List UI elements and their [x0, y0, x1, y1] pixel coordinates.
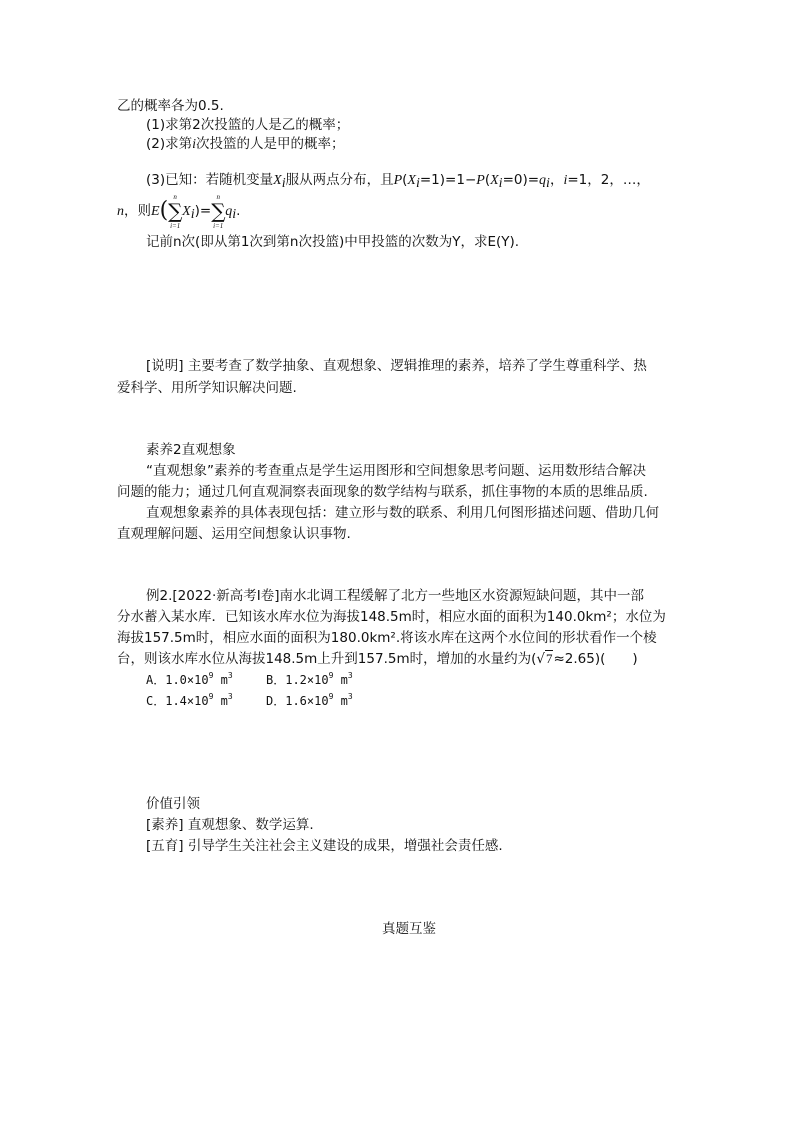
example-line-4: 台，则该水库水位从海拔148.5m上升到157.5m时，增加的水量约为(√7≈2.65)( )	[117, 651, 638, 667]
section-para-2a: 直观想象素养的具体表现包括：建立形与数的联系、利用几何图形描述问题、借助几何	[146, 505, 659, 521]
note-line-2: 爱科学、用所学知识解决问题.	[117, 380, 297, 396]
option-c: C．$1.4\times 10^9$ $m^3$	[146, 692, 233, 708]
q-intro-line: 乙的概率各为0.5.	[117, 98, 224, 114]
sum-symbol-2: ∑ n i=1	[211, 193, 226, 230]
option-d: D．$1.6\times 10^9$ $m^3$	[266, 692, 353, 708]
section-para-1a: “直观想象”素养的考查重点是学生运用图形和空间想象思考问题、运用数形结合解决	[146, 463, 646, 479]
sum-symbol: ∑ n i=1	[168, 193, 183, 230]
q-part-3-task: 记前n次(即从第1次到第n次投篮)中甲投篮的次数为Y，求E(Y).	[146, 234, 520, 250]
option-b: B．$1.2\times 10^9$ $m^3$	[266, 671, 353, 687]
q-part-1: (1)求第2次投篮的人是乙的概率；	[146, 117, 350, 133]
section-title: 素养2直观想象	[146, 442, 236, 458]
section-para-2b: 直观理解问题、运用空间想象认识事物.	[117, 526, 351, 542]
example-line-3: 海拔157.5m时，相应水面的面积为180.0km².将该水库在这两个水位间的形状看作一个棱	[117, 630, 657, 646]
q-part-3-expectation: n，则E(∑ n i=1 $X_i)=\sum$ n i=1 $q_i$.	[117, 193, 241, 230]
example-line-1: 例2.[2022·新高考Ⅰ卷]南水北调工程缓解了北方一些地区水资源短缺问题，其中一部	[146, 588, 645, 604]
section-para-1b: 问题的能力；通过几何直观洞察表面现象的数学结构与联系，抓住事物的本质的思维品质.	[117, 484, 648, 500]
footer-title: 真题互鉴	[382, 921, 436, 937]
value-line-2: [五育] 引导学生关注社会主义建设的成果，增强社会责任感.	[146, 838, 503, 854]
sqrt-symbol: √7	[536, 651, 553, 667]
option-a: A．$1.0\times 10^9$ $m^3$	[146, 671, 233, 687]
value-title: 价值引领	[146, 796, 200, 812]
note-line-1: [说明] 主要考查了数学抽象、直观想象、逻辑推理的素养，培养了学生尊重科学、热	[146, 358, 647, 374]
q-part-3: (3)已知：若随机变量$X_i$服从两点分布，且$P(X_i=1)=1-P(X_i=0)=q_i$，i=1，2，…，	[146, 172, 650, 191]
q-part-2: (2)求第i次投篮的人是甲的概率；	[146, 136, 345, 152]
example-line-2: 分水蓄入某水库．已知该水库水位为海拔148.5m时，相应水面的面积为140.0km²；水位为	[117, 609, 666, 625]
value-line-1: [素养] 直观想象、数学运算.	[146, 817, 314, 833]
